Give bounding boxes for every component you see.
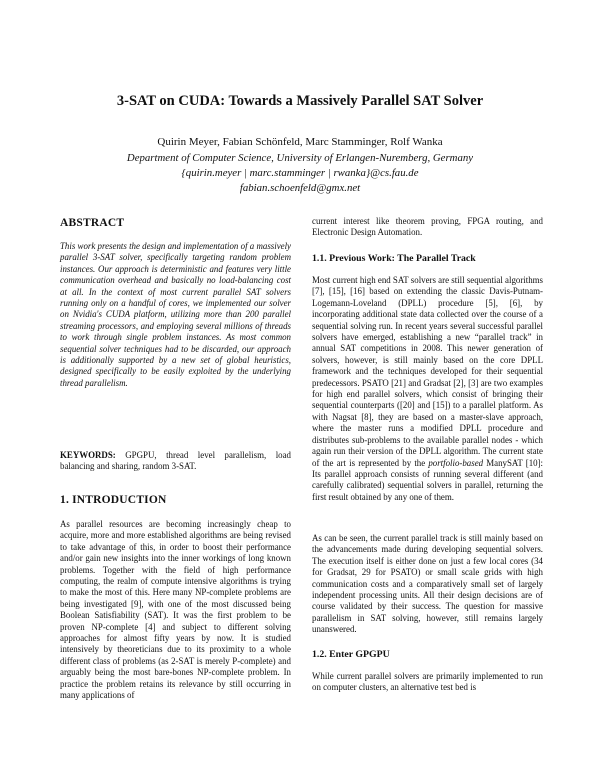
previous-work-text-a: Most current high end SAT solvers are still sequential algorithms [7], [15], [16] based on extending the classic Davis-Putnam-Logemann-Loveland (DPLL) procedure [5], [6], by incorporating additional state data collected over the course of a sequential solving run. In recent years several successful parallel solvers have emerged, establishing a new “parallel track” in annual SAT competitions in 2008. This newer generation of solvers, however, is still mainly based on the core DPLL framework and the techniques developed for their sequential predecessors. PSATO [21] and Gradsat [2], [3] are two examples for high end parallel solvers, which consist of bringing their sequential counterparts ([20] and [15]) to a parallel platform. As with Nagsat [8], they are based on a master-slave approach, where the master runs a modified DPLL procedure and distributes sub-problems to the available parallel nodes - which again run their version of the DPLL algorithm. The current state of the art is represented by the: [312, 275, 543, 468]
introduction-continuation: current interest like theorem proving, FPGA routing, and Electronic Design Automation.: [312, 216, 543, 238]
previous-work-paragraph-1: [312, 275, 543, 503]
paper-title: 3-SAT on CUDA: Towards a Massively Parallel SAT Solver: [116, 93, 484, 109]
previous-work-emphasis: portfolio-based: [428, 457, 484, 468]
enter-gpgpu-heading: 1.2. Enter GPGPU: [312, 649, 390, 660]
previous-work-heading: 1.1. Previous Work: The Parallel Track: [312, 253, 476, 264]
affiliation: Department of Computer Science, University of Erlangen-Nuremberg, Germany: [126, 152, 474, 164]
previous-work-paragraph-2: As can be seen, the current parallel track is still mainly based on the advancements made during developing sequential solvers. The execution itself is either done on just a few local cores (34 for Gradsat, 29 for PSATO) or small scale grids with high communication costs and a comparatively small set of largely independent processing units. All their design decisions are of course validated by their success. The question for massive parallelism in SAT solving, however, still remains largely unanswered.: [312, 533, 543, 635]
abstract-text: This work presents the design and implementation of a massively parallel 3-SAT solver, specifically targeting random problem instances. Our approach is deterministic and features very little communication overhead and basically no load-balancing cost at all. In the context of most current parallel SAT solvers running only on a handful of cores, we implemented our solver on Nvidia's CUDA platform, utilizing more than 200 parallel streaming processors, and employing several millions of threads to work through single problem instances. As most common sequential solver techniques had to be discarded, our approach is additionally supported by a new set of global heuristics, designed specifically to be easily exploited by the underlying thread parallelism.: [60, 241, 291, 388]
author-list: Quirin Meyer, Fabian Schönfeld, Marc Stamminger, Rolf Wanka: [157, 136, 443, 148]
affiliation-block: [0, 151, 600, 196]
introduction-heading: 1. INTRODUCTION: [60, 494, 167, 506]
abstract-heading: ABSTRACT: [60, 217, 125, 229]
keywords-label: KEYWORDS:: [60, 450, 116, 460]
introduction-text: As parallel resources are becoming increasingly cheap to acquire, more and more established algorithms are being revised to take advantage of this, in order to boost their performance and/or gain new insights into the inner workings of long known problems. Together with the field of high performance computing, the realm of compute intensive algorithms is trying to make the most of this. Here many NP-complete problems are being investigated [9], with one of the most discussed being Boolean Satisfiability (SAT). It was the first problem to be proven NP-complete [4] and subject to different solving approaches for almost fifty years by now. It is studied intensively by theoreticians due to its proximity to a whole different class of problems (as 2-SAT is merely P-complete) and arguably being the most bare-bones NP-complete problem. In practice the problem retains its relevance by still occurring in many applications of: [60, 519, 291, 701]
author-emails: {quirin.meyer | marc.stamminger | rwanka}@cs.fau.de: [181, 167, 419, 179]
enter-gpgpu-text: While current parallel solvers are primarily implemented to run on computer clusters, an alternative test bed is: [312, 671, 543, 693]
author-email-secondary: fabian.schoenfeld@gmx.net: [239, 182, 361, 194]
keywords-text: GPGPU, thread level parallelism, load balancing and sharing, random 3-SAT.: [60, 450, 291, 472]
keywords: [60, 450, 291, 473]
previous-work-text-b: ManySAT [10]: Its parallel approach consists of running several different (and carefully calibrated) sequential solvers in parallel, returning the first result obtained by any one of them.: [312, 457, 543, 502]
